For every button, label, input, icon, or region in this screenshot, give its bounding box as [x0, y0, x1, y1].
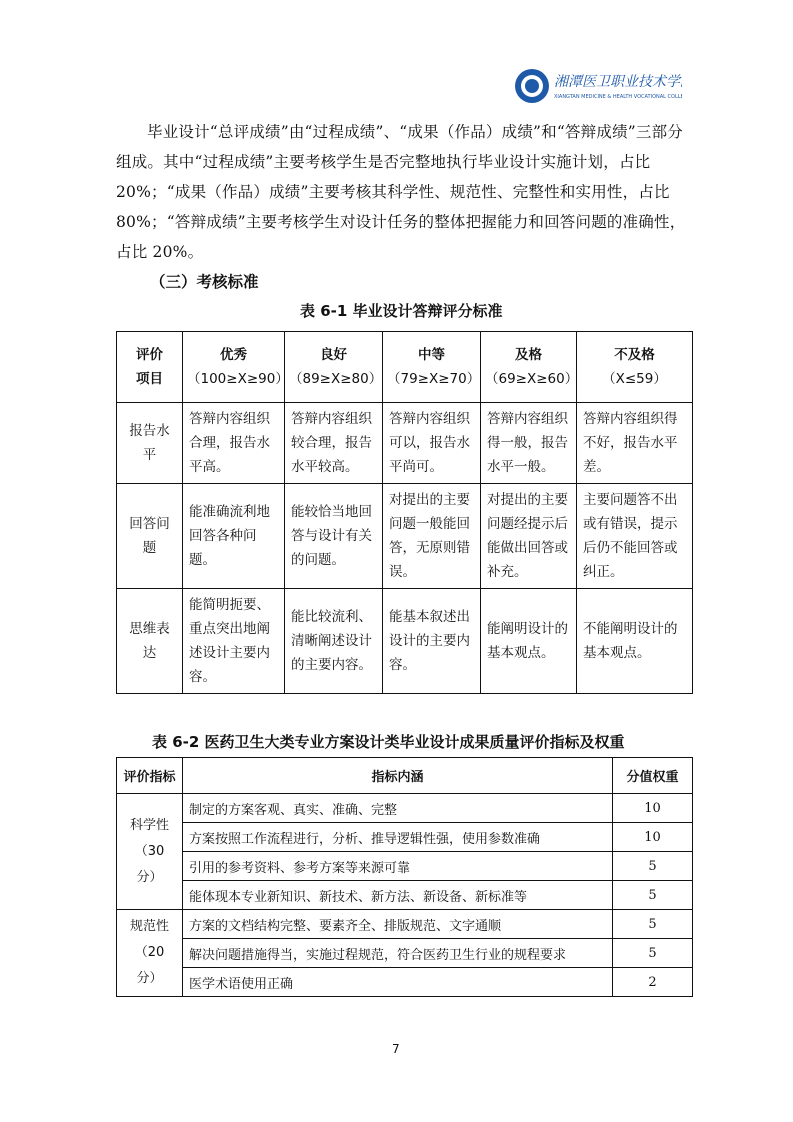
row-item: 报告水平: [117, 403, 183, 484]
indicator-content: 解决问题措施得当，实施过程规范，符合医药卫生行业的规程要求: [183, 939, 613, 968]
table-cell: 答辩内容组织得不好，报告水平差。: [577, 403, 693, 484]
table-row: [117, 823, 693, 852]
level-header: 及格 （69≥X≥60）: [481, 332, 577, 403]
indicator-group: [117, 794, 183, 910]
table-cell: 能阐明设计的基本观点。: [481, 589, 577, 694]
table-row: [117, 484, 693, 589]
table-cell: 答辩内容组织较合理，报告水平较高。: [285, 403, 383, 484]
table1-caption: 表 6-1 毕业设计答辩评分标准: [300, 302, 503, 320]
indicator-score: （20 分）: [134, 945, 165, 986]
table-row: [117, 589, 693, 694]
indicator-group: [117, 910, 183, 997]
table-cell: 能基本叙述出设计的主要内容。: [383, 589, 481, 694]
indicator-content: 方案按照工作流程进行，分析、推导逻辑性强，使用参数准确: [183, 823, 613, 852]
quality-evaluation-table: [116, 757, 693, 997]
indicator-weight: 2: [613, 968, 693, 997]
indicator-weight: 5: [613, 910, 693, 939]
table-row: [117, 939, 693, 968]
logo-subtext: XIANGTAN MEDICINE & HEALTH VOCATIONAL COLLEGE: [554, 94, 682, 100]
indicator-weight: 5: [613, 852, 693, 881]
indicator-score: （30 分）: [134, 843, 165, 885]
table-row: [117, 968, 693, 997]
table-cell: 对提出的主要问题经提示后能做出回答或补充。: [481, 484, 577, 589]
college-logo: [512, 64, 682, 108]
defense-scoring-table: [116, 331, 693, 694]
level-header: 不及格 （X≤59）: [577, 332, 693, 403]
row-item: 思维表达: [117, 589, 183, 694]
logo-text: 湘潭医卫职业技术学院: [554, 74, 682, 90]
table-row: [117, 403, 693, 484]
indicator-content: 引用的参考资料、参考方案等来源可靠: [183, 852, 613, 881]
section-title: （三）考核标准: [150, 273, 259, 291]
indicator-content: 方案的文档结构完整、要素齐全、排版规范、文字通顺: [183, 910, 613, 939]
table-cell: 能比较流利、清晰阐述设计的主要内容。: [285, 589, 383, 694]
content-header: 指标内涵: [183, 758, 613, 794]
table-row: [117, 881, 693, 910]
indicator-weight: 10: [613, 794, 693, 823]
level-header: 优秀 （100≥X≥90）: [183, 332, 285, 403]
table-cell: 主要问题答不出或有错误，提示后仍不能回答或纠正。: [577, 484, 693, 589]
level-header: 中等 （79≥X≥70）: [383, 332, 481, 403]
table-cell: 能准确流利地回答各种问题。: [183, 484, 285, 589]
table-cell: 答辩内容组织得一般，报告水平一般。: [481, 403, 577, 484]
level-header: 良好 （89≥X≥80）: [285, 332, 383, 403]
page-number: 7: [392, 1042, 400, 1056]
indicator-weight: 5: [613, 881, 693, 910]
table1-item-header: 评价 项目: [117, 332, 183, 403]
table1-header-row: [117, 332, 693, 403]
table-cell: 能简明扼要、重点突出地阐述设计主要内容。: [183, 589, 285, 694]
indicator-content: 制定的方案客观、真实、准确、完整: [183, 794, 613, 823]
row-item: 回答问题: [117, 484, 183, 589]
table2-header-row: [117, 758, 693, 794]
table-cell: 不能阐明设计的基本观点。: [577, 589, 693, 694]
table2-caption: 表 6-2 医药卫生大类专业方案设计类毕业设计成果质量评价指标及权重: [152, 733, 625, 751]
indicator-name: 规范性: [129, 919, 169, 934]
weight-header: 分值权重: [613, 758, 693, 794]
table-cell: 对提出的主要问题一般能回答，无原则错误。: [383, 484, 481, 589]
indicator-header: 评价指标: [117, 758, 183, 794]
table-cell: 答辩内容组织可以，报告水平尚可。: [383, 403, 481, 484]
table-cell: 答辩内容组织合理，报告水平高。: [183, 403, 285, 484]
indicator-weight: 10: [613, 823, 693, 852]
table-row: [117, 910, 693, 939]
indicator-name: 科学性: [129, 817, 169, 833]
body-paragraph: 毕业设计“总评成绩”由“过程成绩”、“成果（作品）成绩”和“答辩成绩”三部分组成。其中“过程成绩”主要考核学生是否完整地执行毕业设计实施计划，占比 20%；“成果（作品）成绩”主要考核其科学性、规范性、完整性和实用性，占比 80%；“答辩成绩”主要考核学生对设计任务的整体把握能力和回答问题的准确性，占比 20%。: [116, 123, 686, 261]
table-row: [117, 794, 693, 823]
table-cell: 能较恰当地回答与设计有关的问题。: [285, 484, 383, 589]
indicator-content: 医学术语使用正确: [183, 968, 613, 997]
indicator-weight: 5: [613, 939, 693, 968]
table-row: [117, 852, 693, 881]
indicator-content: 能体现本专业新知识、新技术、新方法、新设备、新标准等: [183, 881, 613, 910]
